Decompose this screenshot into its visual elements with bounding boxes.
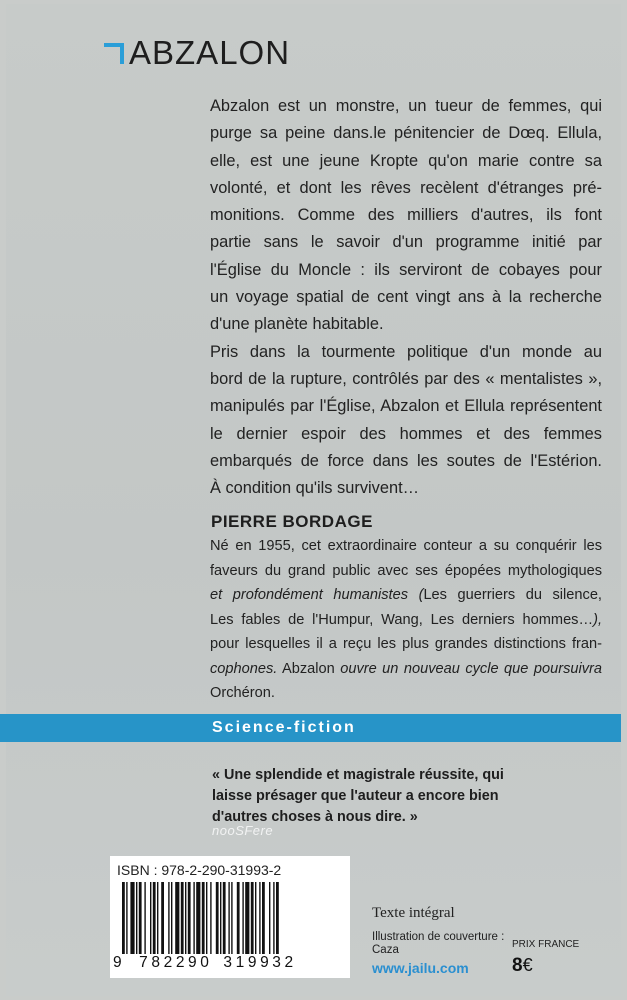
barcode-bar [150, 882, 151, 954]
blurb-line: un voyage spatial de cent vingt ans à la recherche [210, 288, 602, 307]
genre-label: Science-fiction [212, 719, 356, 736]
barcode-bar [245, 882, 249, 954]
barcode-bar [259, 882, 260, 954]
barcode-bar [188, 882, 191, 954]
barcode-bar [126, 882, 127, 954]
barcode-bar [181, 882, 184, 954]
blurb-line: Pris dans la tourmente politique d'un monde au [210, 342, 602, 361]
corner-mark-icon [104, 43, 124, 64]
illustration-label: Illustration de couverture : [372, 931, 505, 943]
barcode-bar [136, 882, 137, 954]
bio-fragment: Abzalon [277, 660, 341, 677]
barcode-bar [223, 882, 226, 954]
barcode-bar [237, 882, 240, 954]
bio-fragment: cophones. [210, 660, 278, 677]
bio-fragment: Les fables de l'Humpur, Wang, Les derniers hommes… [210, 611, 594, 628]
barcode-bar [216, 882, 219, 954]
isbn-text: ISBN : 978-2-290-31993-2 [117, 862, 282, 878]
barcode-bar [206, 882, 207, 954]
quote-line: d'autres choses à nous dire. » [212, 809, 418, 825]
barcode-bar [262, 882, 265, 954]
bio-line [210, 583, 602, 608]
blurb-line: purge sa peine dans.le pénitencier de Dœq. Ellula, [210, 124, 602, 143]
price-value: 8 [512, 955, 523, 976]
author-bio [210, 534, 602, 706]
ean-right-group: 319932 [223, 954, 297, 971]
barcode-panel [110, 856, 350, 978]
barcode-bar [161, 882, 164, 954]
quote-line: « Une splendide et magistrale réussite, qui [212, 767, 504, 783]
blurb [210, 93, 602, 502]
press-quote [212, 765, 604, 828]
barcode-bar [251, 882, 254, 954]
blurb-line: Abzalon est un monstre, un tueur de femmes, qui [210, 97, 602, 115]
ean-first-digit: 9 [113, 954, 126, 971]
barcode-bar [220, 882, 221, 954]
publisher-website[interactable]: www.jailu.com [372, 960, 469, 976]
barcode-bar [130, 882, 134, 954]
barcode-bar [144, 882, 145, 954]
blurb-line: embarqués de force dans les soutes de l'Estérion. [210, 451, 602, 470]
blurb-line: monitions. Comme des milliers d'autres, ils font [210, 206, 602, 225]
barcode-bar [153, 882, 156, 954]
barcode-bar [210, 882, 211, 954]
bio-line: faveurs du grand public avec ses épopées mythologiques [210, 562, 602, 579]
book-title: ABZALON [129, 34, 291, 71]
currency-symbol: € [522, 955, 533, 975]
ean-left-group: 782290 [139, 954, 213, 971]
barcode-bar [242, 882, 243, 954]
bio-line: pour lesquelles il a reçu les plus grandes distinctions fran- [210, 636, 602, 652]
blurb-line: elle, est une jeune Kropte qu'on marie contre sa [210, 151, 602, 170]
blurb-line: volonté, et dont les rêves recèlent d'étranges pré- [210, 178, 602, 197]
barcode-bar [175, 882, 179, 954]
bio-line [210, 608, 602, 633]
bio-fragment: et profondément humanistes ( [210, 587, 424, 603]
quote-line: laisse présager que l'auteur a encore bien [212, 788, 499, 804]
barcode-bar [255, 882, 256, 954]
blurb-line: manipulés par l'Église, Abzalon et Ellula représentent [210, 397, 602, 416]
price-label: PRIX FRANCE [512, 939, 580, 950]
ean-digits [110, 954, 350, 972]
barcode-bar [231, 882, 232, 954]
blurb-line: bord de la rupture, contrôlés par des « mentalistes », [210, 369, 602, 388]
blurb-line: À condition qu'ils survivent… [210, 479, 420, 498]
texte-integral: Texte intégral [372, 905, 455, 921]
barcode-bar [228, 882, 229, 954]
barcode-icon [120, 882, 340, 954]
barcode-bar [269, 882, 270, 954]
author-name: PIERRE BORDAGE [211, 512, 373, 531]
bio-line: Orchéron. [210, 685, 275, 701]
barcode-bar [157, 882, 158, 954]
illustration-credit [372, 931, 504, 957]
barcode-bar [168, 882, 169, 954]
bio-fragment: Les guerriers du silence, [423, 587, 602, 603]
barcode-bar [273, 882, 274, 954]
blurb-line: partie sans le savoir d'un programme initié par [210, 233, 602, 252]
blurb-line: le dernier espoir des hommes et des femmes [210, 424, 602, 443]
blurb-line: d'une planète habitable. [210, 315, 384, 334]
price [512, 955, 533, 977]
illustrator-name: Caza [372, 944, 399, 956]
bio-fragment: ), [593, 611, 602, 628]
barcode-bar [193, 882, 194, 954]
blurb-line: l'Église du Moncle : ils serviront de cobayes pour [210, 260, 602, 279]
barcode-bar [122, 882, 125, 954]
barcode-bar [276, 882, 279, 954]
barcode-bar [202, 882, 205, 954]
barcode-bar [185, 882, 186, 954]
bio-fragment: ouvre un nouveau cycle que poursuivra [340, 660, 602, 677]
barcode-bar [171, 882, 172, 954]
quote-source: nooSFere [212, 823, 274, 838]
bio-line [210, 657, 602, 682]
barcode-bar [139, 882, 142, 954]
bio-line: Né en 1955, cet extraordinaire conteur a su conquérir les [210, 538, 602, 554]
barcode-bar [196, 882, 200, 954]
